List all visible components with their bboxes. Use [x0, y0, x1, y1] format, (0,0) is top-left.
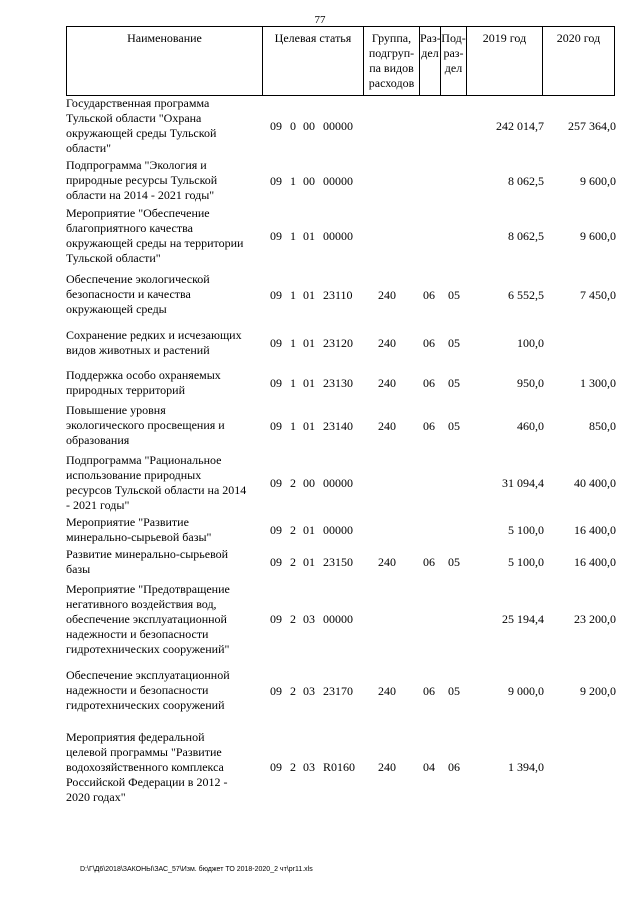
target-code-subprogram: 1	[290, 376, 296, 390]
target-code-direction: 00000	[323, 174, 353, 188]
row-name: Повышение уровня экологического просвещения и образования	[66, 403, 225, 447]
target-code-subprogram: 2	[290, 523, 296, 537]
target-code-direction: 23110	[323, 288, 353, 302]
target-code-program: 09	[270, 612, 282, 626]
expense-group: 240	[378, 419, 396, 433]
target-code-subprogram: 0	[290, 119, 296, 133]
target-code-program: 09	[270, 229, 282, 243]
subsection-code: 06	[448, 760, 460, 774]
target-code-subprogram: 1	[290, 419, 296, 433]
value-2020: 9 600,0	[580, 229, 616, 243]
value-2020: 1 300,0	[580, 376, 616, 390]
expense-group: 240	[378, 555, 396, 569]
header-name: Наименование	[66, 27, 262, 95]
target-code-direction: 00000	[323, 119, 353, 133]
target-code-subprogram: 1	[290, 288, 296, 302]
section-code: 06	[423, 419, 435, 433]
value-2019: 9 000,0	[508, 684, 544, 698]
value-2019: 950,0	[517, 376, 544, 390]
value-2019: 8 062,5	[508, 174, 544, 188]
target-code-measure: 01	[303, 336, 315, 350]
value-2019: 6 552,5	[508, 288, 544, 302]
target-code-program: 09	[270, 174, 282, 188]
expense-group: 240	[378, 684, 396, 698]
target-code-measure: 01	[303, 376, 315, 390]
row-name: Обеспечение эксплуатационной надежности и безопасности гидротехнических сооружений	[66, 668, 230, 712]
target-code-subprogram: 1	[290, 174, 296, 188]
value-2019: 31 094,4	[502, 476, 544, 490]
target-code-program: 09	[270, 684, 282, 698]
value-2019: 5 100,0	[508, 523, 544, 537]
subsection-code: 05	[448, 376, 460, 390]
value-2020: 23 200,0	[574, 612, 616, 626]
section-code: 06	[423, 336, 435, 350]
expense-group: 240	[378, 288, 396, 302]
target-code-measure: 00	[303, 119, 315, 133]
target-code-measure: 01	[303, 229, 315, 243]
target-code-program: 09	[270, 476, 282, 490]
target-code-measure: 01	[303, 555, 315, 569]
subsection-code: 05	[448, 555, 460, 569]
target-code-measure: 00	[303, 174, 315, 188]
value-2020: 16 400,0	[574, 555, 616, 569]
section-code: 06	[423, 555, 435, 569]
file-path-footer: D:\Г\Д6\2018\ЗАКОНЫ\ЗАС_57\Изм. бюджет ТО 2018-2020_2 чт\pr11.xls	[80, 866, 313, 873]
section-code: 04	[423, 760, 435, 774]
value-2019: 460,0	[517, 419, 544, 433]
row-name: Мероприятие "Обеспечение благоприятного качества окружающей среды на территории Тульской области"	[66, 206, 244, 265]
expense-group: 240	[378, 336, 396, 350]
header-section: Раз- дел	[419, 27, 440, 95]
target-code-measure: 03	[303, 684, 315, 698]
value-2019: 1 394,0	[508, 760, 544, 774]
row-name: Мероприятие "Предотвращение негативного воздействия вод, обеспечение эксплуатационной надежности и безопасности гидротехнических сооружений"	[66, 582, 230, 656]
expense-group: 240	[378, 376, 396, 390]
target-code-direction: 23140	[323, 419, 353, 433]
target-code-direction: 23130	[323, 376, 353, 390]
value-2019: 25 194,4	[502, 612, 544, 626]
value-2019: 100,0	[517, 336, 544, 350]
row-name: Мероприятия федеральной целевой программы "Развитие водохозяйственного комплекса Российской Федерации в 2012 - 2020 годах"	[66, 730, 228, 804]
row-name: Мероприятие "Развитие минерально-сырьевой базы"	[66, 515, 212, 544]
value-2020: 9 200,0	[580, 684, 616, 698]
expense-group: 240	[378, 760, 396, 774]
target-code-direction: 00000	[323, 476, 353, 490]
target-code-program: 09	[270, 376, 282, 390]
subsection-code: 05	[448, 419, 460, 433]
target-code-direction: 23120	[323, 336, 353, 350]
value-2019: 242 014,7	[496, 119, 544, 133]
row-name: Государственная программа Тульской области "Охрана окружающей среды Тульской области"	[66, 96, 217, 155]
subsection-code: 05	[448, 288, 460, 302]
target-code-program: 09	[270, 119, 282, 133]
row-name: Подпрограмма "Рациональное использование природных ресурсов Тульской области на 2014 - 2021 годы"	[66, 453, 247, 512]
target-code-direction: 23150	[323, 555, 353, 569]
target-code-direction: 00000	[323, 612, 353, 626]
section-code: 06	[423, 376, 435, 390]
subsection-code: 05	[448, 336, 460, 350]
target-code-measure: 03	[303, 760, 315, 774]
target-code-measure: 00	[303, 476, 315, 490]
value-2019: 8 062,5	[508, 229, 544, 243]
target-code-subprogram: 2	[290, 760, 296, 774]
target-code-direction: R0160	[323, 760, 356, 774]
target-code-measure: 03	[303, 612, 315, 626]
table-header	[66, 26, 615, 96]
target-code-direction: 00000	[323, 229, 353, 243]
target-code-program: 09	[270, 523, 282, 537]
value-2020: 7 450,0	[580, 288, 616, 302]
header-subsection: Под- раз- дел	[440, 27, 466, 95]
header-2020: 2020 год	[542, 27, 615, 95]
value-2019: 5 100,0	[508, 555, 544, 569]
target-code-measure: 01	[303, 419, 315, 433]
target-code-subprogram: 2	[290, 476, 296, 490]
row-name: Подпрограмма "Экология и природные ресурсы Тульской области на 2014 - 2021 годы"	[66, 158, 218, 202]
section-code: 06	[423, 684, 435, 698]
target-code-direction: 00000	[323, 523, 353, 537]
header-group: Группа, подгруп- па видов расходов	[363, 27, 419, 95]
target-code-program: 09	[270, 419, 282, 433]
value-2020: 257 364,0	[568, 119, 616, 133]
header-2019: 2019 год	[466, 27, 542, 95]
target-code-subprogram: 2	[290, 612, 296, 626]
target-code-program: 09	[270, 336, 282, 350]
target-code-subprogram: 2	[290, 555, 296, 569]
row-name: Развитие минерально-сырьевой базы	[66, 547, 229, 576]
page-number: 77	[314, 14, 326, 26]
subsection-code: 05	[448, 684, 460, 698]
header-target: Целевая статья	[262, 27, 363, 95]
value-2020: 40 400,0	[574, 476, 616, 490]
target-code-subprogram: 2	[290, 684, 296, 698]
target-code-measure: 01	[303, 288, 315, 302]
target-code-subprogram: 1	[290, 229, 296, 243]
value-2020: 16 400,0	[574, 523, 616, 537]
target-code-direction: 23170	[323, 684, 353, 698]
target-code-program: 09	[270, 288, 282, 302]
section-code: 06	[423, 288, 435, 302]
row-name: Сохранение редких и исчезающих видов животных и растений	[66, 328, 242, 357]
target-code-program: 09	[270, 760, 282, 774]
row-name: Поддержка особо охраняемых природных территорий	[66, 368, 221, 397]
value-2020: 850,0	[589, 419, 616, 433]
target-code-subprogram: 1	[290, 336, 296, 350]
target-code-program: 09	[270, 555, 282, 569]
row-name: Обеспечение экологической безопасности и качества окружающей среды	[66, 272, 210, 316]
value-2020: 9 600,0	[580, 174, 616, 188]
target-code-measure: 01	[303, 523, 315, 537]
